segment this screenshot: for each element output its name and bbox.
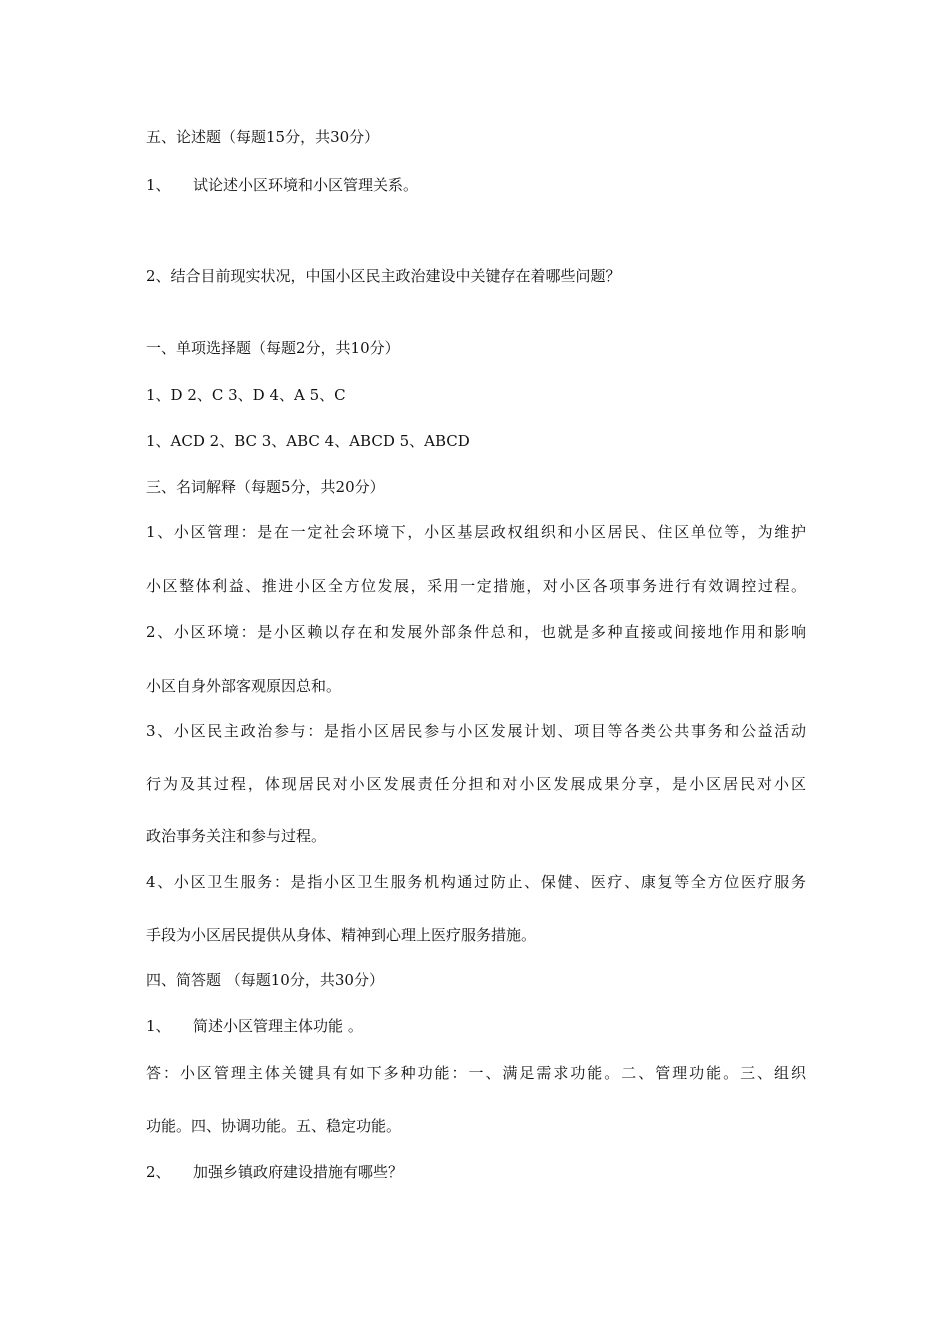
essay-question-1: 1、 试论述小区环境和小区管理关系。 (146, 176, 419, 194)
term-4-line-2: 手段为小区居民提供从身体、精神到心理上医疗服务措施。 (146, 926, 537, 944)
essay-question-2: 2、结合目前现实状况，中国小区民主政治建设中关键存在着哪些问题？ (146, 267, 621, 285)
single-choice-heading: 一、单项选择题（每题2分，共10分） (146, 339, 400, 357)
term-1-line-2: 小区整体利益、推进小区全方位发展，采用一定措施，对小区各项事务进行有效调控过程。 (146, 577, 806, 595)
short-answer-question-1: 1、 简述小区管理主体功能 。 (146, 1017, 363, 1035)
terms-heading: 三、名词解释（每题5分，共20分） (146, 478, 385, 496)
short-answer-answer-1-line-1: 答：小区管理主体关键具有如下多种功能：一、满足需求功能。二、管理功能。三、组织 (146, 1064, 806, 1082)
term-3-line-1: 3、小区民主政治参与：是指小区居民参与小区发展计划、项目等各类公共事务和公益活动 (146, 722, 806, 740)
multi-choice-answers: 1、ACD 2、BC 3、ABC 4、ABCD 5、ABCD (146, 432, 470, 450)
term-2-line-2: 小区自身外部客观原因总和。 (146, 677, 342, 695)
short-answer-heading: 四、简答题 （每题10分，共30分） (146, 971, 384, 989)
short-answer-question-2: 2、 加强乡镇政府建设措施有哪些？ (146, 1163, 404, 1181)
term-1-line-1: 1、小区管理：是在一定社会环境下，小区基层政权组织和小区居民、住区单位等，为维护 (146, 523, 806, 541)
term-3-line-3: 政治事务关注和参与过程。 (146, 827, 327, 845)
term-2-line-1: 2、小区环境：是小区赖以存在和发展外部条件总和，也就是多种直接或间接地作用和影响 (146, 623, 806, 641)
term-3-line-2: 行为及其过程，体现居民对小区发展责任分担和对小区发展成果分享，是小区居民对小区 (146, 775, 806, 793)
short-answer-answer-1-line-2: 功能。四、协调功能。五、稳定功能。 (146, 1117, 402, 1135)
essay-section-heading: 五、论述题（每题15分，共30分） (146, 128, 380, 146)
term-4-line-1: 4、小区卫生服务：是指小区卫生服务机构通过防止、保健、医疗、康复等全方位医疗服务 (146, 873, 806, 891)
single-choice-answers: 1、D 2、C 3、D 4、A 5、C (146, 386, 346, 404)
